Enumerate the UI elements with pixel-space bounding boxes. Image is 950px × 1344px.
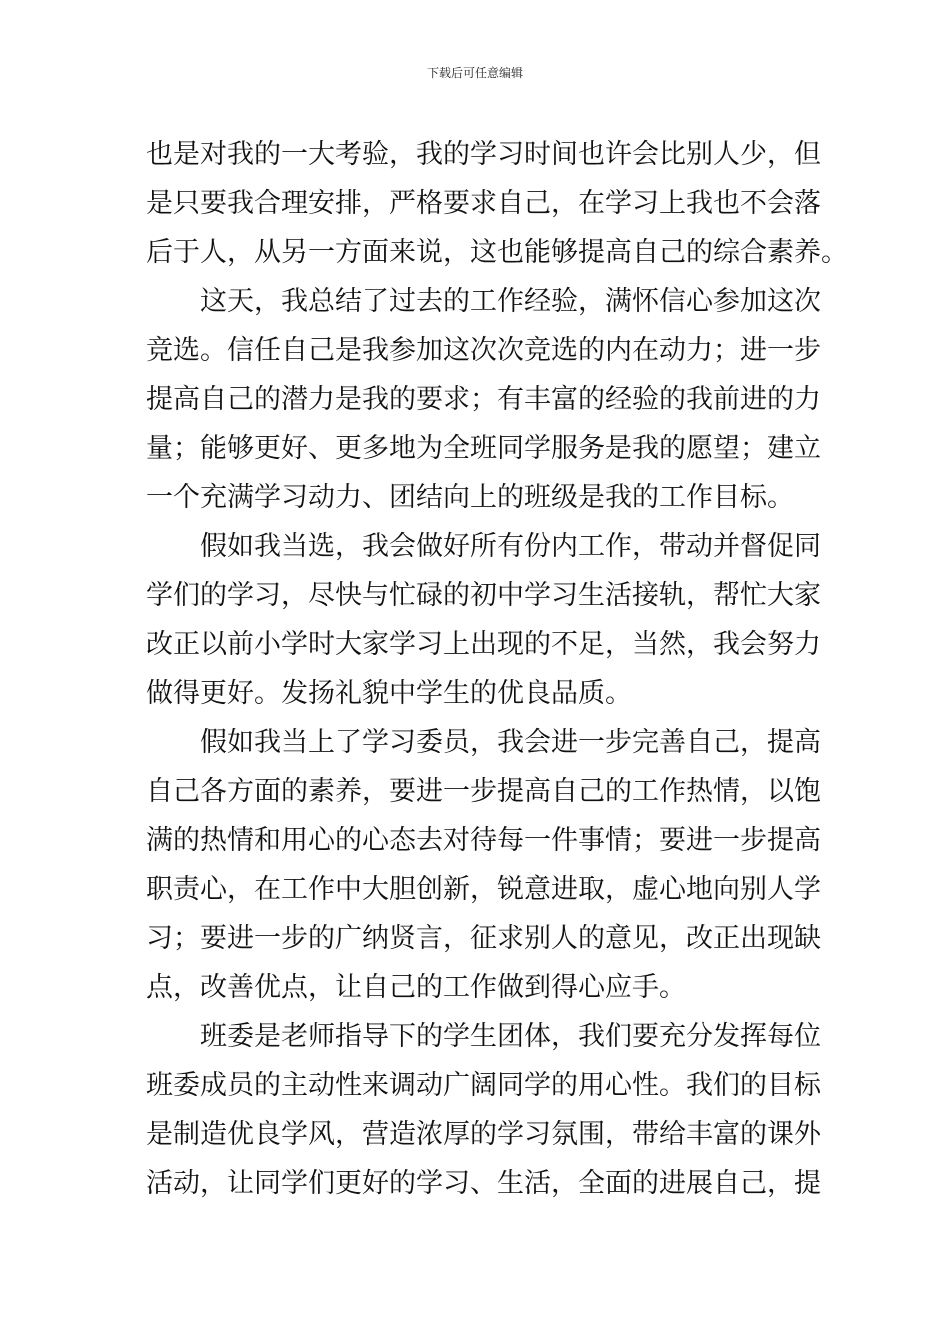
text-line: 提高自己的潜力是我的要求；有丰富的经验的我前进的力 bbox=[146, 384, 821, 415]
text-line: 是制造优良学风，营造浓厚的学习氛围，带给丰富的课外 bbox=[146, 1119, 821, 1150]
text-line: 满的热情和用心的心态去对待每一件事情；要进一步提高 bbox=[146, 825, 821, 856]
document-body bbox=[146, 130, 848, 1208]
paragraph-first-line: 班委是老师指导下的学生团体，我们要充分发挥每位 bbox=[200, 1021, 821, 1052]
text-line: 做得更好。发扬礼貌中学生的优良品质。 bbox=[146, 678, 632, 709]
text-line: 后于人，从另一方面来说，这也能够提高自己的综合素养。 bbox=[146, 237, 848, 268]
text-line: 也是对我的一大考验，我的学习时间也许会比别人少，但 bbox=[146, 139, 821, 170]
paragraph-first-line: 这天，我总结了过去的工作经验，满怀信心参加这次 bbox=[200, 286, 821, 317]
text-line: 改正以前小学时大家学习上出现的不足，当然，我会努力 bbox=[146, 629, 821, 660]
text-line: 习；要进一步的广纳贤言，征求别人的意见，改正出现缺 bbox=[146, 923, 821, 954]
text-line: 班委成员的主动性来调动广阔同学的用心性。我们的目标 bbox=[146, 1070, 821, 1101]
paragraph-first-line: 假如我当上了学习委员，我会进一步完善自己，提高 bbox=[200, 727, 821, 758]
text-line: 量；能够更好、更多地为全班同学服务是我的愿望；建立 bbox=[146, 433, 821, 464]
text-line: 活动，让同学们更好的学习、生活，全面的进展自己，提 bbox=[146, 1168, 821, 1199]
text-line: 自己各方面的素养，要进一步提高自己的工作热情，以饱 bbox=[146, 776, 821, 807]
text-line: 竞选。信任自己是我参加这次次竞选的内在动力；进一步 bbox=[146, 335, 821, 366]
paragraph-first-line: 假如我当选，我会做好所有份内工作，带动并督促同 bbox=[200, 531, 821, 562]
text-line: 学们的学习，尽快与忙碌的初中学习生活接轨，帮忙大家 bbox=[146, 580, 821, 611]
text-line: 职责心，在工作中大胆创新，锐意进取，虚心地向别人学 bbox=[146, 874, 821, 905]
text-line: 是只要我合理安排，严格要求自己，在学习上我也不会落 bbox=[146, 188, 821, 219]
page-header: 下载后可任意编辑 bbox=[426, 66, 523, 80]
text-line: 一个充满学习动力、团结向上的班级是我的工作目标。 bbox=[146, 482, 794, 513]
text-line: 点，改善优点，让自己的工作做到得心应手。 bbox=[146, 972, 686, 1003]
